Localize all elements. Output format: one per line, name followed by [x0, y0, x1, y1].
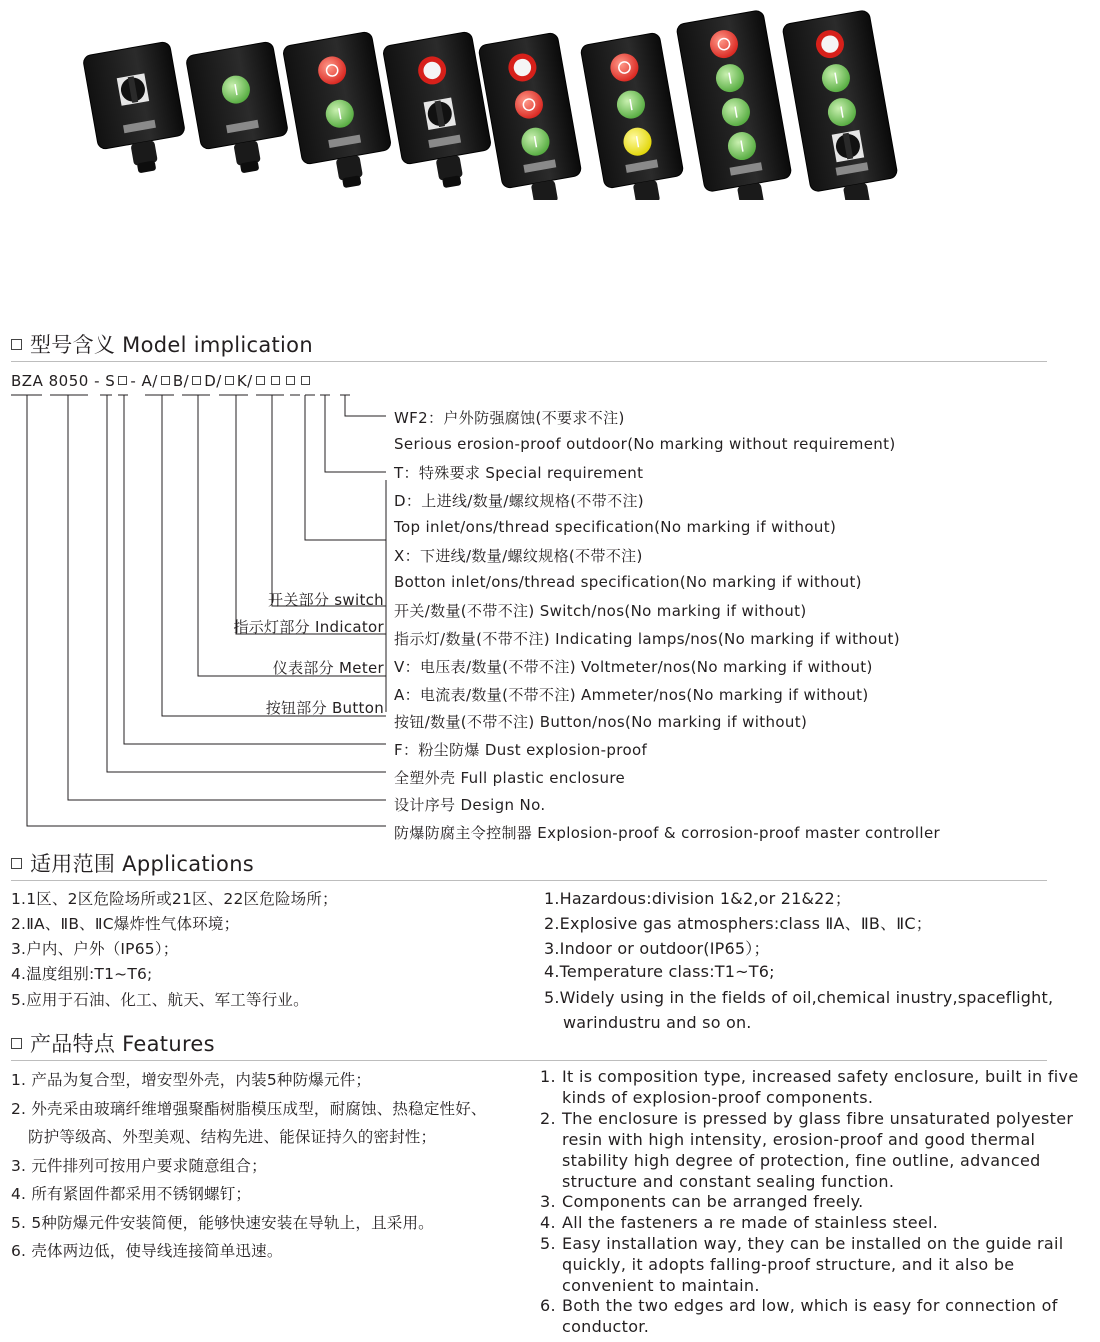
- application-zh-item: 2.ⅡA、ⅡB、ⅡC爆炸性气体环境；: [11, 915, 240, 933]
- desc-line: X：下进线/数量/螺纹规格(不带不注): [394, 547, 643, 565]
- divider: [11, 361, 1047, 362]
- product-box: [782, 10, 903, 200]
- desc-line: V：电压表/数量(不带不注) Voltmeter/nos(No marking if without): [394, 658, 873, 676]
- connector-inlet: [305, 395, 386, 540]
- desc-line: 指示灯/数量(不带不注) Indicating lamps/nos(No marking if without): [394, 630, 900, 648]
- feature-zh-item: 4. 所有紧固件都采用不锈钢螺钉；: [11, 1185, 252, 1203]
- desc-line: Botton inlet/ons/thread specification(No marking if without): [394, 573, 862, 591]
- product-box: [82, 41, 190, 179]
- feature-en-item: 6. Both the two edges ard low, which is easy for connection of conductor.: [540, 1296, 1058, 1336]
- feature-zh-item: 防护等级高、外型美观、结构先进、能保证持久的密封性；: [28, 1128, 437, 1146]
- divider: [11, 1060, 1047, 1061]
- desc-line: 开关/数量(不带不注) Switch/nos(No marking if without): [394, 602, 807, 620]
- application-en-item: 4.Temperature class:T1~T6;: [544, 962, 775, 981]
- feature-zh-item: 3. 元件排列可按用户要求随意组合；: [11, 1157, 267, 1175]
- bullet-square-icon: [11, 339, 22, 350]
- desc-line: T：特殊要求 Special requirement: [394, 464, 644, 482]
- section-title-model: 型号含义 Model implication: [11, 329, 313, 359]
- part-label-button: 按钮部分 Button: [265, 699, 384, 717]
- desc-line: Serious erosion-proof outdoor(No marking without requirement): [394, 435, 896, 453]
- section-title-applications: 适用范围 Applications: [11, 848, 254, 878]
- feature-en-item: 3. Components can be arranged freely.: [540, 1192, 864, 1211]
- code-dash: -: [94, 372, 100, 390]
- desc-line: Top inlet/ons/thread specification(No marking if without): [394, 518, 837, 536]
- code-part-b: B/: [172, 372, 190, 390]
- product-box: [282, 31, 397, 194]
- product-box: [676, 10, 797, 200]
- application-en-item: warindustru and so on.: [563, 1013, 752, 1032]
- feature-zh-item: 5. 5种防爆元件安装简便，能够快速安装在导轨上，且采用。: [11, 1214, 434, 1232]
- feature-zh-item: 1. 产品为复合型，增安型外壳，内装5种防爆元件；: [11, 1071, 372, 1089]
- model-bracket-diagram: [0, 380, 400, 840]
- application-en-item: 2.Explosive gas atmosphers:class ⅡA、ⅡB、ⅡC；: [544, 914, 932, 933]
- bullet-square-icon: [11, 1038, 22, 1049]
- desc-line: 全塑外壳 Full plastic enclosure: [394, 769, 626, 787]
- feature-en-item: 2. The enclosure is pressed by glass fibre unsaturated polyester resin with high intensity, erosion-proof and good thermal stability high degree of protection, fine outline, advanced structure and constant sealing function.: [540, 1109, 1074, 1191]
- application-en-item: 1.Hazardous:division 1&2,or 21&22；: [544, 889, 852, 908]
- feature-en-item: 4. All the fasteners a re made of stainless steel.: [540, 1213, 939, 1232]
- code-part-series: 8050: [48, 372, 89, 390]
- bullet-square-icon: [11, 858, 22, 869]
- application-zh-item: 3.户内、户外（IP65）；: [11, 940, 179, 958]
- desc-line: A：电流表/数量(不带不注) Ammeter/nos(No marking if without): [394, 686, 869, 704]
- feature-zh-item: 2. 外壳采由玻璃纤维增强聚酯树脂模压成型，耐腐蚀、热稳定性好、: [11, 1100, 487, 1118]
- part-label-switch: 开关部分 switch: [268, 591, 384, 609]
- part-label-indicator: 指示灯部分 Indicator: [233, 618, 384, 636]
- code-part-a: A/: [141, 372, 158, 390]
- application-en-item: 5.Widely using in the fields of oil,chemical inustry,spaceflight,: [544, 988, 1054, 1007]
- connector-switch: [272, 395, 386, 606]
- product-box: [185, 41, 293, 179]
- desc-line: WF2：户外防强腐蚀(不要求不注): [394, 409, 625, 427]
- part-label-meter: 仪表部分 Meter: [272, 659, 384, 677]
- product-photo-row: [0, 0, 1100, 200]
- code-part-k: K/: [236, 372, 253, 390]
- code-part-s: S: [105, 372, 116, 390]
- feature-zh-item: 6. 壳体两边低，使导线连接简单迅速。: [11, 1242, 283, 1260]
- connector-f: [124, 395, 386, 744]
- desc-line: D：上进线/数量/螺纹规格(不带不注): [394, 492, 645, 510]
- application-zh-item: 1.1区、2区危险场所或21区、22区危险场所；: [11, 890, 338, 908]
- code-part-d: D/: [204, 372, 222, 390]
- connector-wf2: [345, 395, 386, 416]
- desc-line: 按钮/数量(不带不注) Button/nos(No marking if without): [394, 713, 808, 731]
- desc-line: 防爆防腐主令控制器 Explosion-proof & corrosion-proof master controller: [394, 824, 941, 842]
- connector-bza: [27, 395, 386, 826]
- desc-line: F：粉尘防爆 Dust explosion-proof: [394, 741, 648, 759]
- connector-t: [325, 395, 386, 472]
- feature-en-item: 5. Easy installation way, they can be installed on the guide rail quickly, it adopts falling-proof structure, and it also be convenient to maintain.: [540, 1234, 1064, 1295]
- product-box: [478, 32, 587, 200]
- application-en-item: 3.Indoor or outdoor(IP65）；: [544, 939, 770, 958]
- code-dash: -: [130, 372, 137, 390]
- application-zh-item: 5.应用于石油、化工、航天、军工等行业。: [11, 991, 309, 1009]
- code-part-bza: BZA: [11, 372, 44, 390]
- desc-line: 设计序号 Design No.: [394, 796, 546, 814]
- divider: [11, 880, 1047, 881]
- feature-en-item: 1. It is composition type, increased safety enclosure, built in five kinds of explosion-proof components.: [540, 1067, 1079, 1107]
- section-title-features: 产品特点 Features: [11, 1028, 215, 1058]
- application-zh-item: 4.温度组别:T1~T6;: [11, 965, 153, 983]
- product-box: [580, 32, 689, 200]
